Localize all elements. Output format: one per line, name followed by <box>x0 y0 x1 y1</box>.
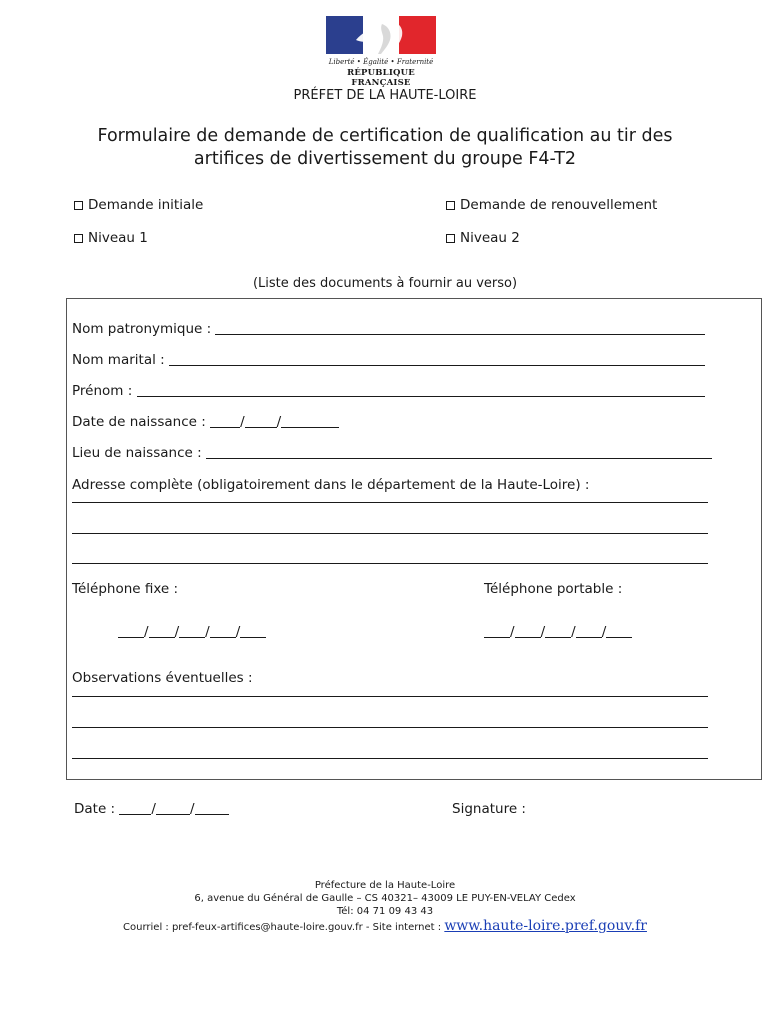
month-blank[interactable] <box>245 415 277 428</box>
title-line-2: artifices de divertissement du groupe F4-T2 <box>193 149 577 169</box>
tel-fixe-blanks[interactable]: / / / / <box>118 624 266 640</box>
republic-motto: Liberté • Égalité • Fraternité <box>328 58 434 66</box>
title-line-1: Formulaire de demande de certification de qualification au tir des <box>97 126 673 146</box>
field-adresse-label: Adresse complète (obligatoirement dans le département de la Haute-Loire) : <box>72 477 590 493</box>
field-tel-portable-label: Téléphone portable : <box>484 581 623 597</box>
field-nom-patronymique[interactable] <box>72 321 705 337</box>
field-date-naissance[interactable]: Date de naissance : / / <box>72 414 339 430</box>
year-blank[interactable] <box>281 415 339 428</box>
prefet-heading: PRÉFET DE LA HAUTE-LOIRE <box>293 88 477 103</box>
checkbox-icon[interactable] <box>446 234 455 243</box>
french-flag-icon <box>326 16 436 54</box>
date-field[interactable]: Date : / / <box>74 801 229 817</box>
footer-contact <box>0 918 770 934</box>
observations-line-2[interactable] <box>72 727 708 728</box>
option-label: Demande initiale <box>88 197 204 213</box>
field-label: Nom marital : <box>72 352 165 368</box>
option-label: Niveau 2 <box>460 230 520 246</box>
tel-portable-blanks[interactable]: / / / / <box>484 624 632 640</box>
field-tel-fixe-label: Téléphone fixe : <box>72 581 179 597</box>
marianne-logo <box>323 16 439 88</box>
address-line-2[interactable] <box>72 533 708 534</box>
option-niveau-2[interactable] <box>446 230 520 246</box>
field-observations-label: Observations éventuelles : <box>72 670 253 686</box>
date-label: Date : <box>74 801 116 817</box>
address-line-3[interactable] <box>72 563 708 564</box>
field-prenom[interactable] <box>72 383 705 399</box>
option-label: Demande de renouvellement <box>460 197 658 213</box>
field-blank[interactable] <box>137 384 705 397</box>
republic-name: RÉPUBLIQUE FRANÇAISE <box>347 68 415 88</box>
field-nom-marital[interactable] <box>72 352 705 368</box>
footer-email: Courriel : pref-feux-artifices@haute-loire.gouv.fr - Site internet : <box>123 922 442 933</box>
observations-line-1[interactable] <box>72 696 708 697</box>
checkbox-icon[interactable] <box>74 201 83 210</box>
field-label: Date de naissance : <box>72 414 206 430</box>
option-demande-initiale[interactable] <box>74 197 203 213</box>
footer-prefecture: Préfecture de la Haute-Loire <box>314 880 456 891</box>
field-label: Prénom : <box>72 383 133 399</box>
field-label: Lieu de naissance : <box>72 445 202 461</box>
observations-line-3[interactable] <box>72 758 708 759</box>
checkbox-icon[interactable] <box>446 201 455 210</box>
field-blank[interactable] <box>169 353 705 366</box>
page-title <box>0 125 770 171</box>
documents-note: (Liste des documents à fournir au verso) <box>252 276 518 291</box>
field-blank[interactable] <box>215 322 705 335</box>
checkbox-icon[interactable] <box>74 234 83 243</box>
address-line-1[interactable] <box>72 502 708 503</box>
option-demande-renouvellement[interactable] <box>446 197 657 213</box>
field-label: Nom patronymique : <box>72 321 212 337</box>
day-blank[interactable] <box>210 415 240 428</box>
website-link[interactable]: www.haute-loire.pref.gouv.fr <box>444 918 647 934</box>
option-label: Niveau 1 <box>88 230 148 246</box>
field-lieu-naissance[interactable] <box>72 445 712 461</box>
option-niveau-1[interactable] <box>74 230 148 246</box>
field-blank[interactable] <box>206 446 712 459</box>
footer-address: 6, avenue du Général de Gaulle – CS 40321– 43009 LE PUY-EN-VELAY Cedex <box>194 893 576 904</box>
form-frame <box>66 298 762 780</box>
signature-label: Signature : <box>452 801 526 817</box>
footer-phone: Tél: 04 71 09 43 43 <box>336 906 434 917</box>
